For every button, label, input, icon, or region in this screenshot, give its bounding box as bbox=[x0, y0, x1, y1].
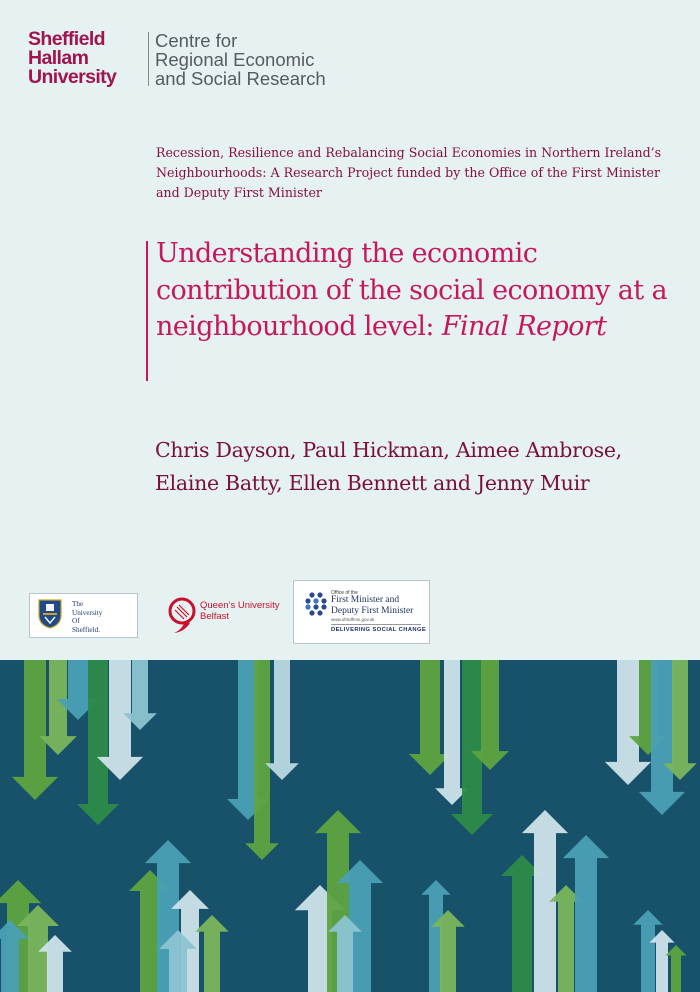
tuos-line: Sheffield. bbox=[72, 625, 101, 634]
title-subtitle: Final Report bbox=[441, 311, 607, 342]
centre-name-line: Regional Economic bbox=[155, 49, 315, 70]
sheffield-hallam-logo bbox=[28, 30, 116, 87]
arrow-up-icon bbox=[195, 915, 229, 992]
authors: Chris Dayson, Paul Hickman, Aimee Ambrose, Elaine Batty, Ellen Bennett and Jenny Muir bbox=[155, 438, 622, 495]
tuos-line: The bbox=[72, 600, 84, 608]
logo-line: Hallam bbox=[28, 47, 89, 69]
ofmdfm-url: www.ofmdfmni.gov.uk bbox=[331, 617, 375, 622]
centre-name-line: Centre for bbox=[155, 30, 238, 51]
title-rule bbox=[146, 241, 148, 381]
ofmdfm-name bbox=[331, 595, 413, 616]
qub-name: Queen’s University bbox=[200, 600, 280, 611]
university-of-sheffield-logo bbox=[29, 593, 138, 638]
tuos-line: Of bbox=[72, 617, 80, 625]
report-title bbox=[156, 236, 676, 346]
arrows-graphic bbox=[0, 660, 700, 992]
logo-line: University bbox=[28, 66, 117, 88]
title-main: Understanding the economic contribution of the social economy at a neighbourhood level: bbox=[156, 238, 668, 342]
project-description: Recession, Resilience and Rebalancing Social Economies in Northern Ireland’s Neighbourhoods: A Research Project funded by the Office of the First Minister and Deputy First Minister bbox=[156, 145, 662, 200]
queens-university-belfast-logo bbox=[168, 596, 280, 638]
tuos-line: University bbox=[72, 608, 103, 617]
tuos-text bbox=[72, 600, 102, 634]
logo-line: Sheffield bbox=[28, 28, 105, 50]
ofmdfm-name-line: Deputy First Minister bbox=[331, 605, 414, 616]
centre-name bbox=[155, 31, 326, 88]
ofmdfm-tagline: DELIVERING SOCIAL CHANGE bbox=[331, 627, 427, 633]
decorative-arrows-band bbox=[0, 660, 700, 992]
qub-city: Belfast bbox=[200, 611, 230, 622]
logo-divider bbox=[148, 32, 149, 86]
ofmdfm-logo bbox=[293, 580, 430, 644]
ofmdfm-name-line: First Minister and bbox=[331, 595, 400, 605]
crest-icon bbox=[38, 599, 62, 629]
ofmdfm-dots-icon bbox=[303, 591, 329, 617]
qub-q-icon bbox=[168, 596, 198, 636]
arrow-down-icon bbox=[265, 660, 299, 780]
arrow-up-icon bbox=[666, 945, 687, 992]
centre-name-line: and Social Research bbox=[155, 68, 326, 89]
ofmdfm-small: Office of the bbox=[331, 590, 358, 596]
ofmdfm-rule bbox=[331, 624, 421, 625]
